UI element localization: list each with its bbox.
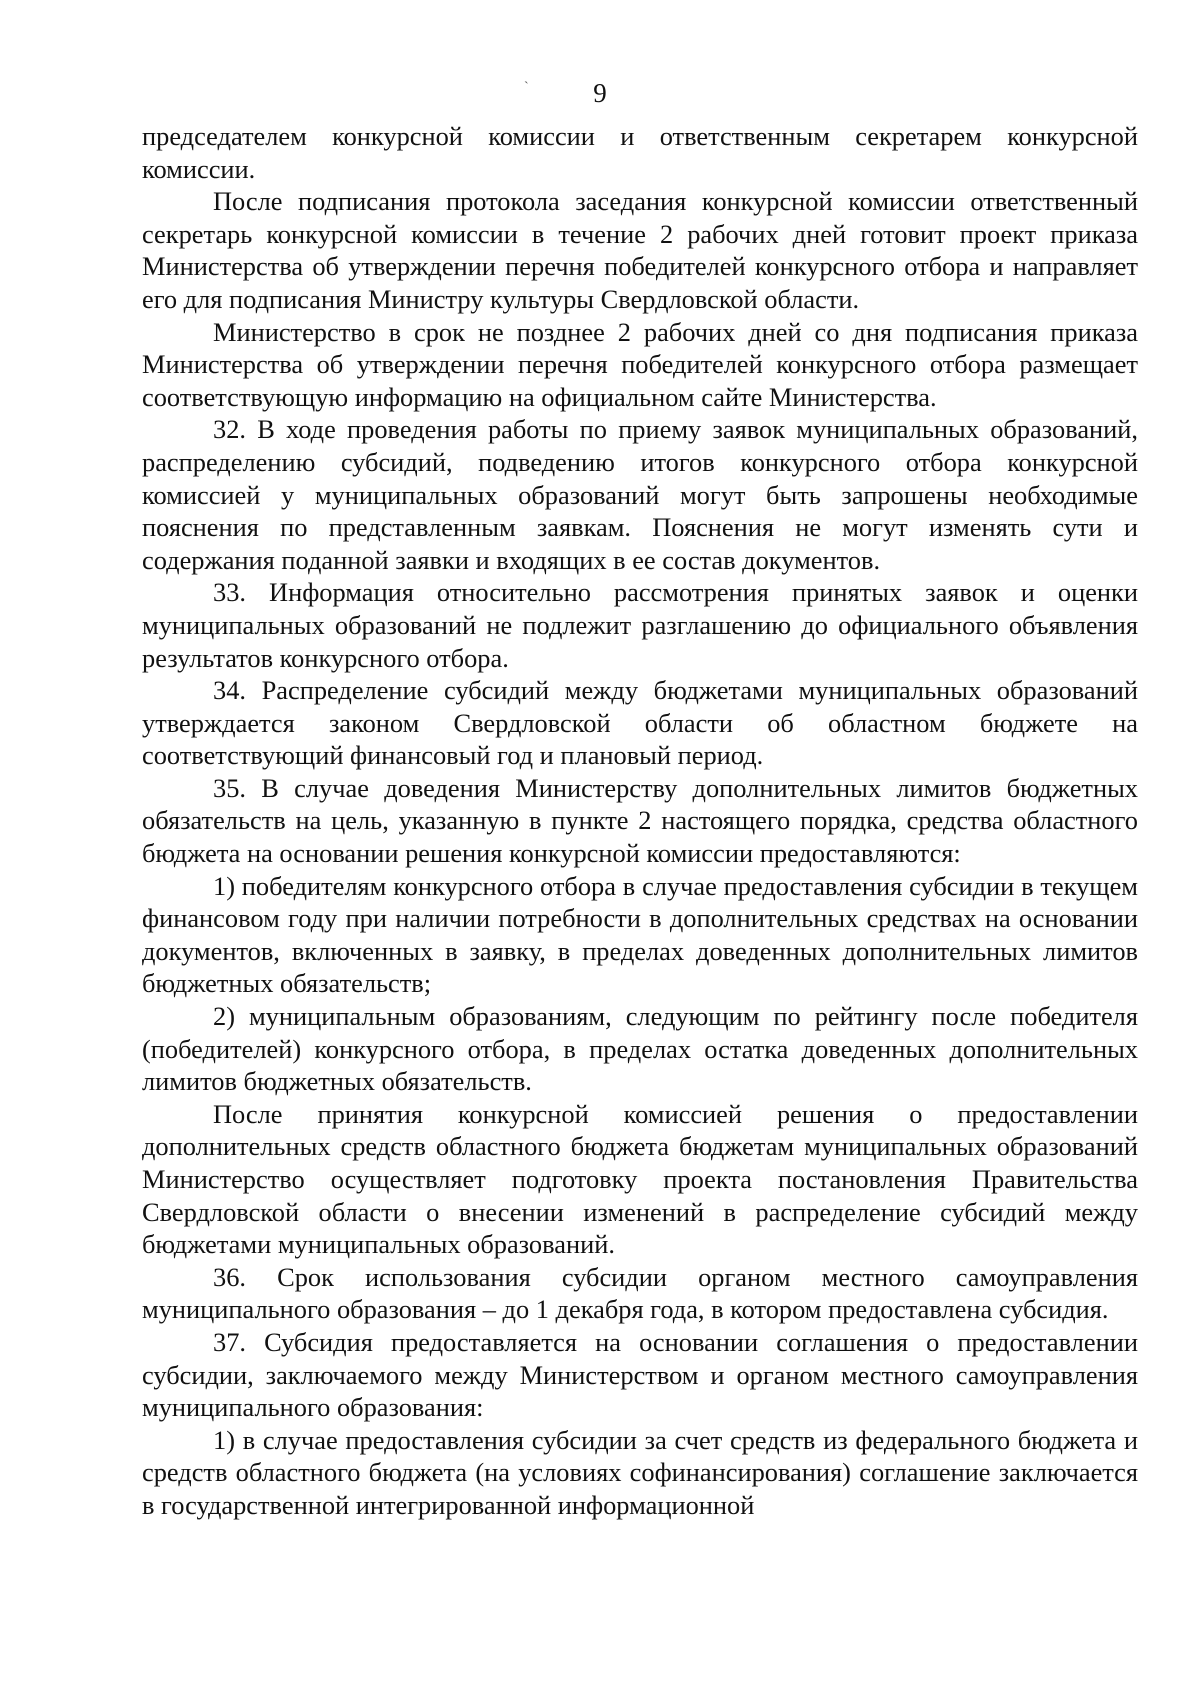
paragraph: Министерство в срок не позднее 2 рабочих дней со дня подписания приказа Министерства об утверждении перечня победителей конкурсного отбора размещает соответствующую информацию на официальном сайте Министерства. [142, 316, 1138, 412]
paragraph: После подписания протокола заседания конкурсной комиссии ответственный секретарь конкурсной комиссии в течение 2 рабочих дней готовит проект приказа Министерства об утверждении перечня победителей конкурсного отбора и направляет его для подписания Министру культуры Свердловской области. [142, 186, 1138, 314]
page-number: 9 [593, 78, 607, 108]
subitem-35-2: 2) муниципальным образованиям, следующим по рейтингу после победителя (победителей) конкурсного отбора, в пределах остатка доведенных дополнительных лимитов бюджетных обязательств. [142, 1001, 1138, 1097]
scan-artifact-mark: ` [524, 80, 529, 95]
paragraph-item-35: 35. В случае доведения Министерству дополнительных лимитов бюджетных обязательств на цель, указанную в пункте 2 настоящего порядка, средства областного бюджета на основании решения конкурсной комиссии предоставляются: [142, 772, 1138, 869]
subitem-35-1: 1) победителям конкурсного отбора в случае предоставления субсидии в текущем финансовом году при наличии потребности в дополнительных средствах на основании документов, включенных в заявку, в пределах доведенных дополнительных лимитов бюджетных обязательств; [142, 870, 1138, 999]
document-body [142, 120, 1138, 1522]
paragraph-item-36: 36. Срок использования субсидии органом местного самоуправления муниципального образования – до 1 декабря года, в котором предоставлена субсидия. [142, 1261, 1138, 1325]
paragraph: После принятия конкурсной комиссией решения о предоставлении дополнительных средств областного бюджета бюджетам муниципальных образований Министерство осуществляет подготовку проекта постановления Правительства Свердловской области о внесении изменений в распределение субсидий между бюджетами муниципальных образований. [142, 1098, 1138, 1260]
paragraph-item-34: 34. Распределение субсидий между бюджетами муниципальных образований утверждается законом Свердловской области об областном бюджете на соответствующий финансовый год и плановый период. [142, 675, 1138, 771]
paragraph-item-33: 33. Информация относительно рассмотрения принятых заявок и оценки муниципальных образований не подлежит разглашению до официального объявления результатов конкурсного отбора. [142, 577, 1138, 673]
paragraph-continuation: председателем конкурсной комиссии и ответственным секретарем конкурсной комиссии. [142, 121, 1138, 184]
subitem-37-1: 1) в случае предоставления субсидии за счет средств из федерального бюджета и средств областного бюджета (на условиях софинансирования) соглашение заключается в государственной интегрированной информационной [142, 1424, 1138, 1520]
paragraph-item-32: 32. В ходе проведения работы по приему заявок муниципальных образований, распределению субсидий, подведению итогов конкурсного отбора конкурсной комиссией у муниципальных образований могут быть запрошены необходимые пояснения по представленным заявкам. Пояснения не могут изменять сути и содержания поданной заявки и входящих в ее состав документов. [142, 414, 1138, 575]
paragraph-item-37: 37. Субсидия предоставляется на основании соглашения о предоставлении субсидии, заключаемого между Министерством и органом местного самоуправления муниципального образования: [142, 1326, 1138, 1423]
